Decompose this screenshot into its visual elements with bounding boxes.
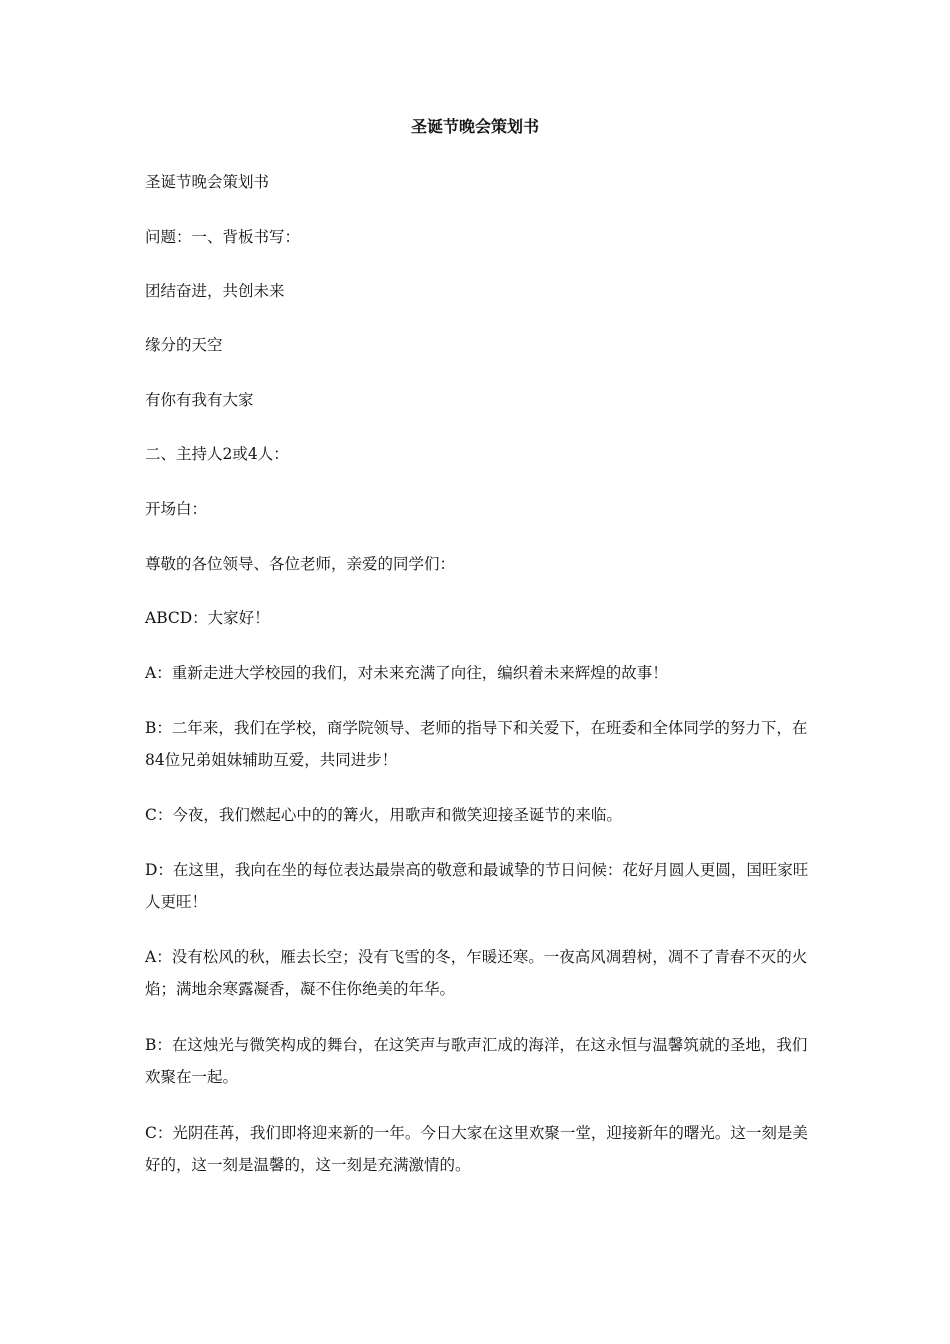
paragraph-b2: B：在这烛光与微笑构成的舞台，在这笑声与歌声汇成的海洋，在这永恒与温馨筑就的圣地，我们欢聚在一起。 bbox=[145, 1036, 808, 1086]
paragraph-slogan-1: 团结奋进，共创未来 bbox=[145, 282, 285, 300]
paragraph-hosts: 二、主持人2或4人： bbox=[145, 445, 289, 463]
paragraph-abcd: ABCD：大家好！ bbox=[145, 609, 270, 627]
paragraph-slogan-2: 缘分的天空 bbox=[145, 336, 223, 354]
paragraph-b1: B：二年来，我们在学校，商学院领导、老师的指导下和关爱下，在班委和全体同学的努力下，在84位兄弟姐妹辅助互爱，共同进步！ bbox=[145, 719, 808, 769]
paragraph-greeting: 尊敬的各位领导、各位老师，亲爱的同学们： bbox=[145, 555, 456, 573]
paragraph-question: 问题：一、背板书写： bbox=[145, 228, 301, 246]
paragraph-opening: 开场白： bbox=[145, 500, 208, 518]
paragraph-c2: C：光阴荏苒，我们即将迎来新的一年。今日大家在这里欢聚一堂，迎接新年的曙光。这一刻是美好的，这一刻是温馨的，这一刻是充满激情的。 bbox=[145, 1124, 808, 1174]
paragraph-a2: A：没有松风的秋，雁去长空；没有飞雪的冬，乍暖还寒。一夜高风凋碧树，凋不了青春不灭的火焰；满地余寒露凝香，凝不住你绝美的年华。 bbox=[145, 948, 808, 998]
paragraph-a1: A：重新走进大学校园的我们，对未来充满了向往，编织着未来辉煌的故事！ bbox=[145, 664, 668, 682]
paragraph-d1: D：在这里，我向在坐的每位表达最崇高的敬意和最诚挚的节日问候：花好月圆人更圆，国旺家旺人更旺！ bbox=[145, 861, 809, 911]
paragraph-c1: C：今夜，我们燃起心中的的篝火，用歌声和微笑迎接圣诞节的来临。 bbox=[145, 806, 622, 824]
document-title: 圣诞节晚会策划书 bbox=[410, 117, 539, 136]
paragraph-slogan-3: 有你有我有大家 bbox=[145, 391, 254, 409]
paragraph-subtitle: 圣诞节晚会策划书 bbox=[145, 173, 270, 191]
